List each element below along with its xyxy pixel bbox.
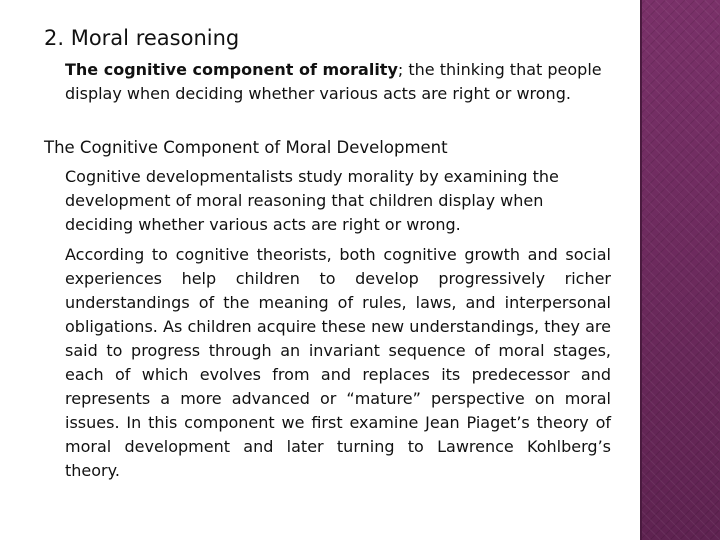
- paragraph-cognitive-developmentalists: Cognitive developmentalists study morality by examining the development of moral reasoning that children display when deciding whether various acts are right or wrong.: [65, 167, 559, 234]
- definition-paragraph: [65, 58, 611, 106]
- definition-term: The cognitive component of morality: [65, 60, 398, 79]
- slide-heading: 2. Moral reasoning: [44, 26, 240, 50]
- decorative-side-panel: [640, 0, 720, 540]
- paragraph-cognitive-theorists: According to cognitive theorists, both cognitive growth and social experiences help children to develop progressively richer understandings of the meaning of rules, laws, and interpersonal obligations. As children acquire these new understandings, they are said to progress through an invariant sequence of moral stages, each of which evolves from and replaces its predecessor and represents a more advanced or “mature” perspective on moral issues. In this component we first examine Jean Piaget’s theory of moral development and later turning to Lawrence Kohlberg’s theory.: [65, 245, 611, 480]
- section-subheading: The Cognitive Component of Moral Development: [44, 138, 448, 157]
- definition-text: ; the thinking that people display when deciding whether various acts are right or wrong.: [65, 60, 602, 103]
- side-panel-edge: [640, 0, 642, 540]
